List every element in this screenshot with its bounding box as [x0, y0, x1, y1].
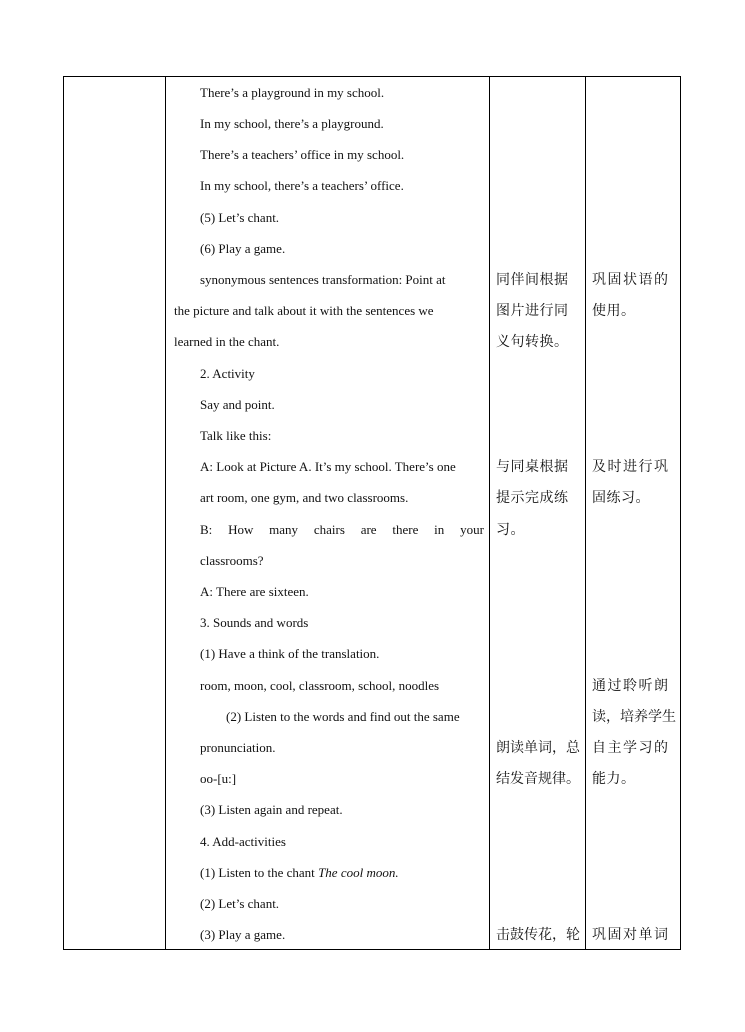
dialogue-line: art room, one gym, and two classrooms.	[200, 490, 409, 505]
procedure-line: learned in the chant.	[174, 334, 280, 349]
procedure-line: There’s a teachers’ office in my school.	[200, 147, 405, 162]
purpose-line: 自主学习的	[592, 740, 670, 756]
procedure-line: synonymous sentences transformation: Point at	[200, 272, 446, 287]
procedure-line: Say and point.	[200, 397, 275, 412]
procedure-line: (6) Play a game.	[200, 241, 286, 256]
purpose-line: 巩固状语的	[592, 272, 670, 288]
student-activity-line: 击鼓传花，轮	[496, 927, 580, 943]
section-heading: 4. Add-activities	[200, 834, 286, 849]
purpose-line: 能力。	[592, 771, 636, 787]
student-activity-line: 与同桌根据	[496, 459, 569, 475]
chant-title: The cool moon.	[318, 865, 399, 880]
procedure-line: Talk like this:	[200, 428, 272, 443]
dialogue-line: A: Look at Picture A. It’s my school. There’s one	[200, 459, 456, 474]
dialogue-line: B: How many chairs are there in your	[200, 522, 484, 537]
procedure-line: (5) Let’s chant.	[200, 210, 280, 225]
section-heading: 2. Activity	[200, 366, 255, 381]
procedure-line: In my school, there’s a playground.	[200, 116, 384, 131]
word-list: room, moon, cool, classroom, school, noodles	[200, 678, 440, 693]
column-divider	[585, 77, 586, 949]
section-heading: 3. Sounds and words	[200, 615, 309, 630]
purpose-line: 巩固对单词	[592, 927, 670, 943]
student-activity-line: 习。	[496, 522, 525, 538]
student-activity-line: 朗读单词，总	[496, 740, 580, 756]
student-activity-line: 图片进行同	[496, 303, 569, 319]
column-divider	[165, 77, 166, 949]
student-activity-line: 义句转换。	[496, 334, 569, 350]
purpose-line: 通过聆听朗	[592, 678, 670, 694]
procedure-line: (3) Listen again and repeat.	[200, 802, 343, 817]
purpose-line: 读，培养学生	[592, 709, 676, 725]
procedure-line: the picture and talk about it with the sentences we	[174, 303, 434, 318]
purpose-line: 固练习。	[592, 490, 650, 506]
dialogue-line: classrooms?	[200, 553, 264, 568]
procedure-line: (2) Listen to the words and find out the same	[226, 709, 460, 724]
student-activity-line: 提示完成练	[496, 490, 569, 506]
procedure-line: pronunciation.	[200, 740, 276, 755]
procedure-line: In my school, there’s a teachers’ office.	[200, 178, 404, 193]
student-activity-line: 同伴间根据	[496, 272, 569, 288]
dialogue-line: A: There are sixteen.	[200, 584, 309, 599]
column-divider	[489, 77, 490, 949]
student-activity-line: 结发音规律。	[496, 771, 580, 787]
procedure-line: (2) Let’s chant.	[200, 896, 280, 911]
procedure-line: (3) Play a game.	[200, 927, 286, 942]
procedure-line: (1) Listen to the chant The cool moon.	[200, 865, 399, 880]
phonetic-line: oo-[u:]	[200, 771, 237, 786]
lesson-table	[63, 76, 681, 950]
procedure-line: (1) Have a think of the translation.	[200, 646, 380, 661]
purpose-line: 使用。	[592, 303, 636, 319]
procedure-line: There’s a playground in my school.	[200, 85, 385, 100]
purpose-line: 及时进行巩	[592, 459, 670, 475]
